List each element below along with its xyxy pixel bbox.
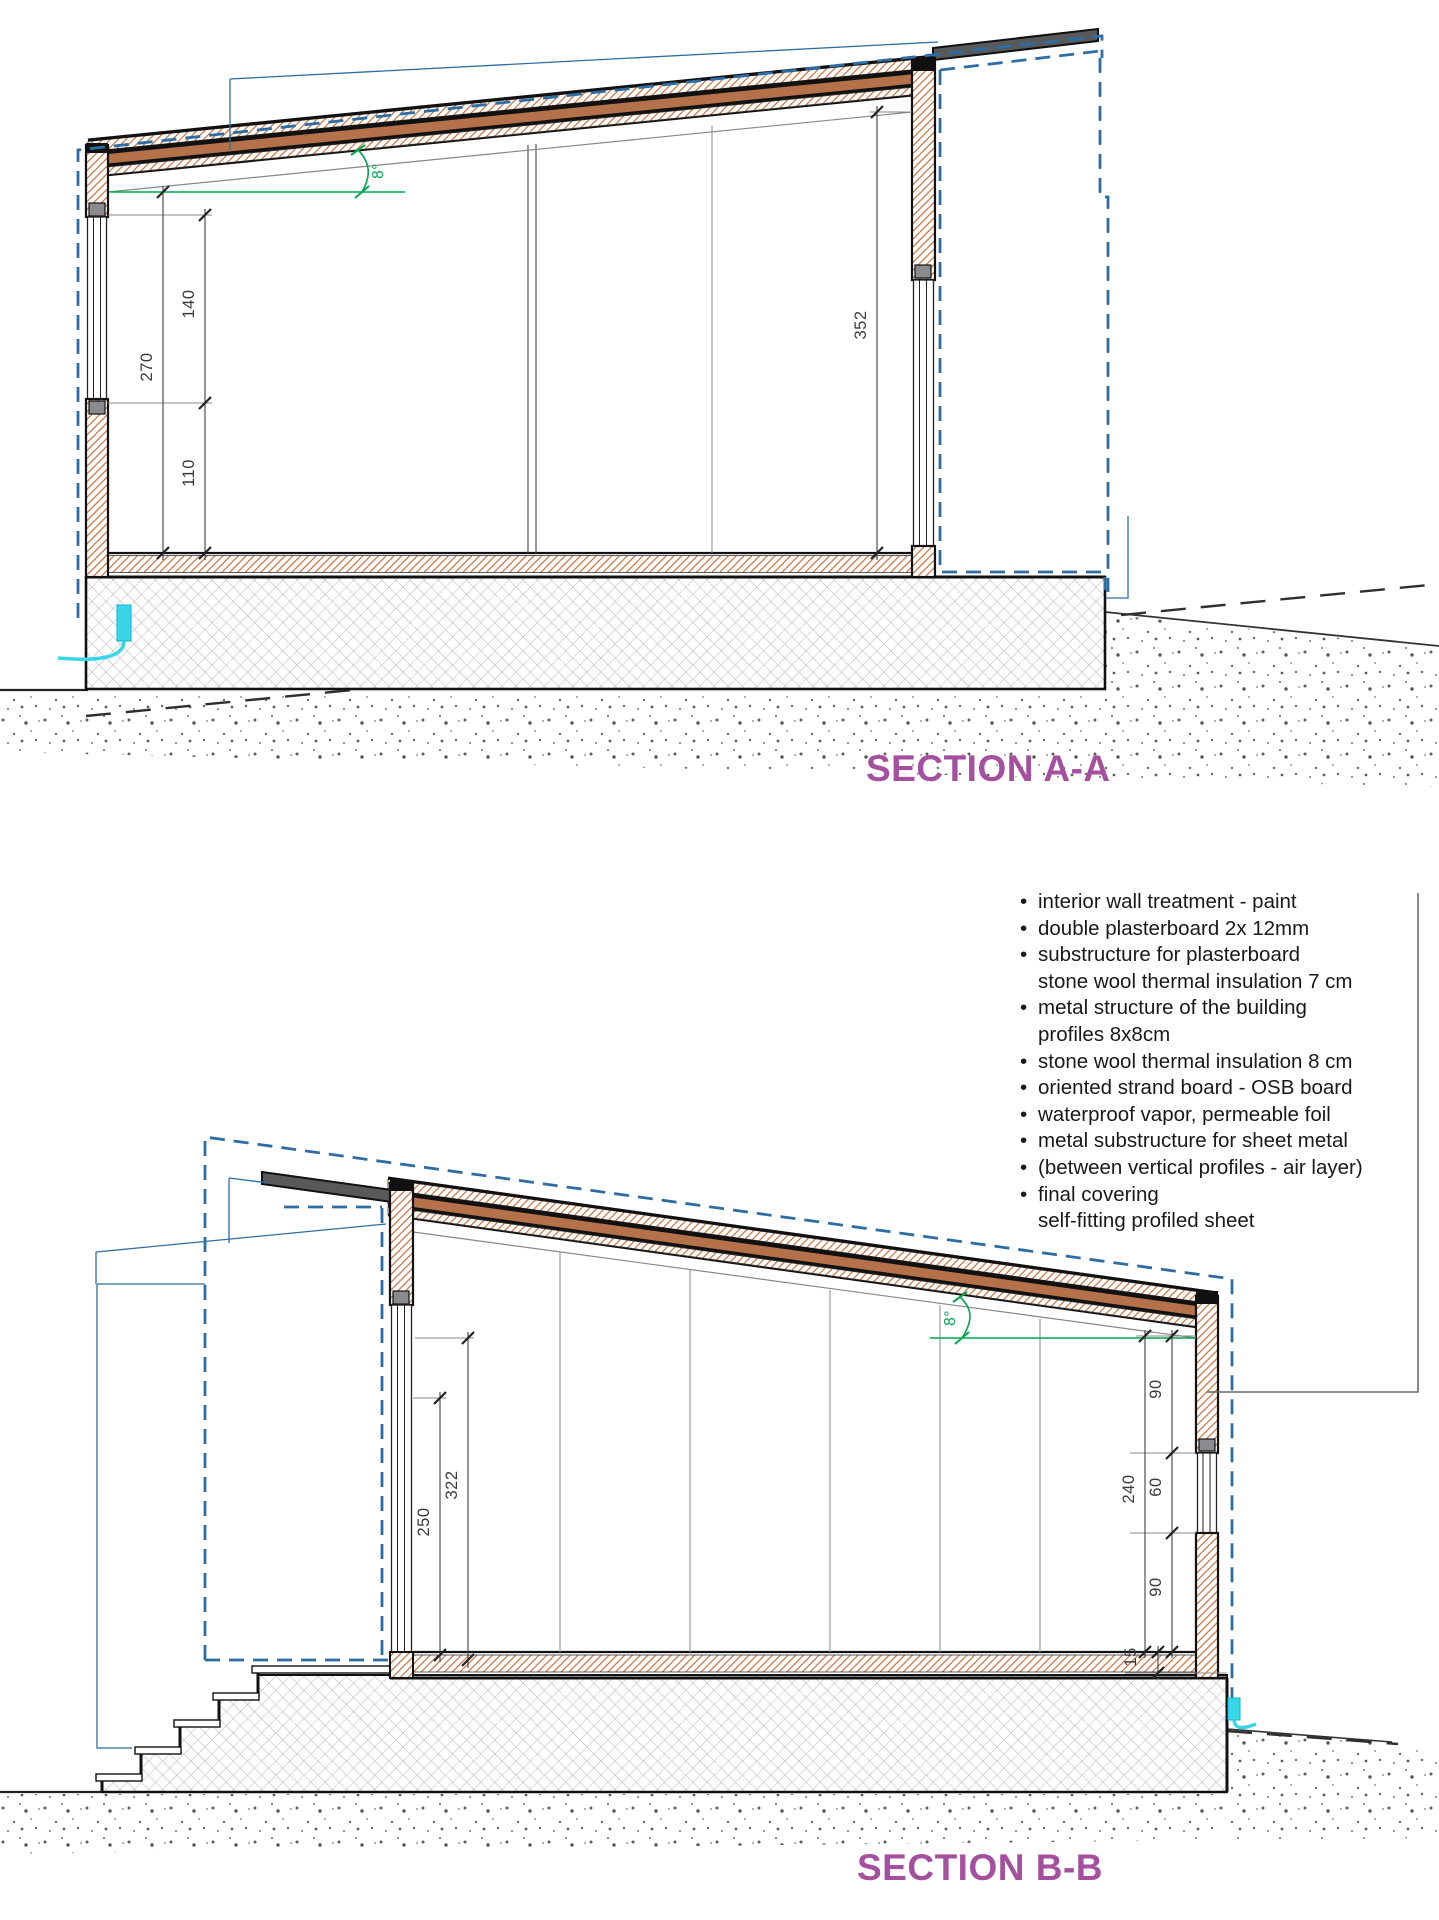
dim-door-left: 250 [415,1507,433,1537]
bullet-icon: • [1020,1182,1028,1206]
materials-item: • waterproof vapor, permeable foil [1020,1102,1432,1129]
materials-item: • stone wool thermal insulation 8 cm [1020,1049,1432,1076]
sill-plate [89,203,105,216]
stair-tread [174,1720,220,1727]
stair-tread [96,1774,142,1781]
bullet-icon: • [1020,996,1028,1020]
stair-tread [135,1747,181,1754]
bullet-icon [1020,969,1038,996]
bullet-icon: • [1020,1129,1028,1153]
materials-item: profiles 8x8cm [1020,1022,1432,1049]
materials-item: • substructure for plasterboard [1020,942,1432,969]
section-b-dimensions [413,1330,1227,1679]
bullet-icon: • [1020,943,1028,967]
materials-item: • (between vertical profiles - air layer) [1020,1155,1432,1182]
stair-tread [213,1693,259,1700]
slope-label-a: 8° [370,163,387,179]
materials-item: • metal structure of the building [1020,995,1432,1022]
section-a-interior-lines [528,126,712,553]
roof-fascia-overhang [262,1172,392,1202]
sill-plate [1199,1439,1215,1451]
materials-item: self-fitting profiled sheet [1020,1208,1432,1235]
thin-reference-line [97,1284,205,1748]
materials-legend [1020,889,1432,1235]
section-a-right-wall [912,58,935,577]
bullet-icon: • [1020,1155,1028,1179]
right-window [914,280,934,546]
materials-item: • double plasterboard 2x 12mm [1020,916,1432,943]
sill-plate [915,265,931,278]
dim-parapet-left: 110 [180,459,198,487]
dim-room-height-right: 352 [852,310,870,340]
bullet-icon [1020,1022,1038,1049]
section-a-drawing [0,29,1439,787]
section-b-interior-lines [560,1252,1040,1652]
bullet-icon: • [1020,1102,1028,1126]
bullet-icon: • [1020,1076,1028,1100]
sill-plate [89,401,105,414]
right-window [1198,1453,1217,1533]
materials-item: • interior wall treatment - paint [1020,889,1432,916]
dim-window-left: 140 [180,289,198,319]
dim-above-window: 90 [1147,1379,1165,1399]
materials-item: • final covering [1020,1182,1432,1209]
dim-window: 60 [1147,1477,1165,1497]
dim-room-height-left: 270 [138,352,156,382]
section-b-left-wall [390,1180,413,1678]
section-a-dimensions [108,106,912,560]
bullet-icon: • [1020,916,1028,940]
bullet-icon: • [1020,1049,1028,1073]
section-b-drain [1228,1698,1256,1728]
left-glazing [392,1305,412,1652]
dim-floor-slab: 15 [1122,1647,1140,1667]
materials-item: • oriented strand board - OSB board [1020,1075,1432,1102]
section-b-right-wall [1196,1291,1218,1678]
materials-item: • metal substructure for sheet metal [1020,1128,1432,1155]
dim-below-window: 90 [1147,1577,1165,1597]
section-b-title: SECTION B-B [857,1847,1103,1888]
section-a-title: SECTION A-A [866,748,1111,789]
materials-item: stone wool thermal insulation 7 cm [1020,969,1432,996]
section-b-drawing [0,1137,1439,1854]
section-a-left-wall [86,143,108,577]
section-a-foundation [86,577,1105,689]
bullet-icon [1020,1208,1038,1235]
slope-label-b: 8° [942,1310,959,1326]
left-window [88,217,107,399]
sill-plate [393,1291,409,1304]
stair-landing [252,1666,392,1673]
section-b-foundation [102,1675,1227,1792]
section-a-roof [88,29,1098,192]
bullet-icon: • [1020,890,1028,913]
dim-room-height-right: 240 [1120,1474,1138,1504]
dim-wall-left: 322 [443,1470,461,1500]
